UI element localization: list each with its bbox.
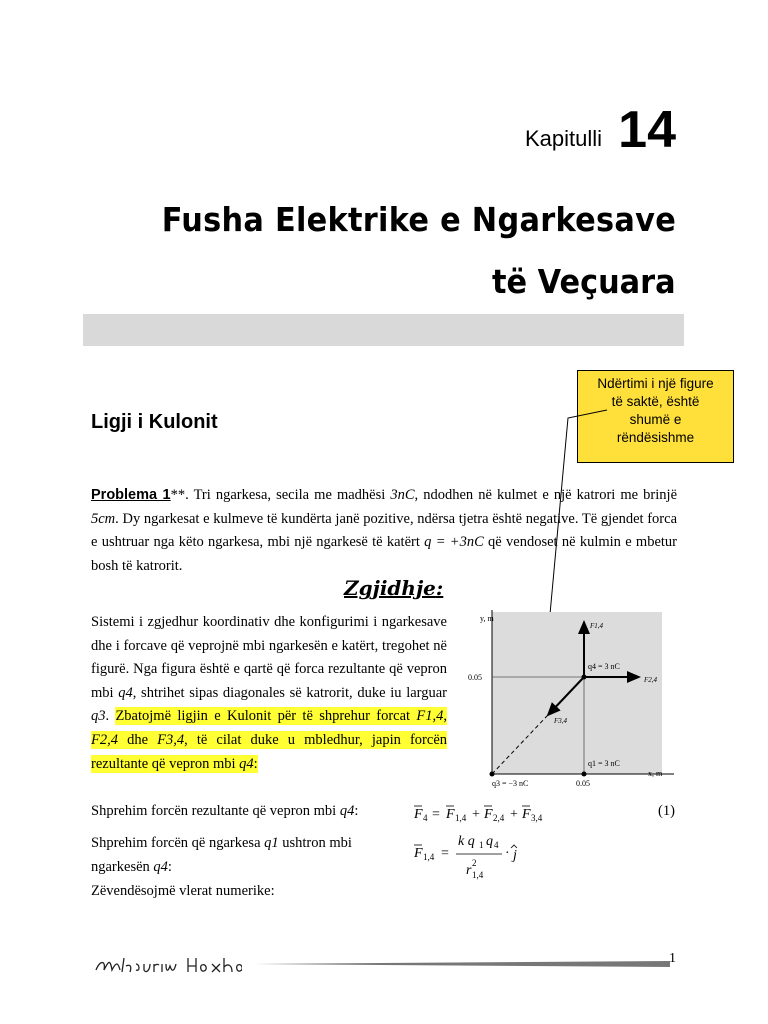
- math-q1: q1: [264, 835, 279, 851]
- math-f34: F3,4: [157, 731, 185, 748]
- svg-text:2: 2: [472, 858, 477, 868]
- svg-text:F: F: [522, 807, 531, 822]
- desc-highlight: , të cilat duke u mbledhur, japin forcën rezultante që vepron mbi: [91, 731, 447, 772]
- title-line-2: të Veçuara: [492, 262, 676, 301]
- problem-text: . Dy ngarkesat e kulmeve të kundërta janë pozitive, ndërsa tjetra është negative. Të gjendet forca e ushtruar nga këto ngarkesa, mbi një ngarkesë të katërt: [91, 510, 677, 551]
- desc-highlight: Zbatojmë ligjin e Kulonit për të shprehur forcat: [115, 708, 417, 725]
- callout-line: rëndësishme: [616, 430, 695, 445]
- equation-1: [410, 798, 570, 824]
- problem-stars: **: [170, 487, 186, 503]
- solution-colon: :: [435, 576, 444, 600]
- tick-y: 0.05: [468, 673, 482, 682]
- callout-line: Ndërtimi i një figure: [597, 376, 714, 391]
- svg-text:1,4: 1,4: [455, 813, 467, 823]
- charge-q1: [582, 772, 587, 777]
- tick-x: 0.05: [576, 779, 590, 788]
- solution-description: [91, 611, 447, 776]
- equation-2: [410, 826, 530, 884]
- q1-label: q1 = 3 nC: [588, 759, 620, 768]
- math-f24: F2,4: [91, 731, 118, 748]
- desc-text: , shtrihet sipas diagonales së katrorit, duke iu larguar: [132, 684, 447, 701]
- q4-label: q4 = 3 nC: [588, 662, 620, 671]
- f24-label: F2,4: [644, 676, 658, 684]
- svg-text:3,4: 3,4: [531, 813, 543, 823]
- svg-text:1: 1: [479, 840, 484, 850]
- f14-label: F1,4: [590, 622, 604, 630]
- svg-text:r: r: [466, 863, 472, 878]
- svg-text:F: F: [414, 807, 423, 822]
- svg-text:F: F: [484, 807, 493, 822]
- problem-text: që vendoset në kulmin e mbetur bosh të katrorit.: [91, 534, 677, 574]
- svg-text:=: =: [432, 807, 440, 822]
- desc-text: Sistemi i zgjedhur koordinativ dhe konfigurimi i ngarkesave dhe i forcave që veprojnë mbi ngarkesën e katërt, tregohet në figurë. Nga figura është e qartë që forca rezultante që vepron mbi: [91, 614, 447, 701]
- svg-text:1,4: 1,4: [472, 870, 484, 880]
- highlighted-text: [91, 707, 447, 772]
- desc-highlight: ,: [443, 708, 447, 725]
- desc-highlight: :: [253, 755, 258, 772]
- svg-text:j: j: [513, 848, 517, 863]
- x-axis-label: x, m: [648, 769, 663, 778]
- problem-statement: [91, 484, 677, 578]
- page-number: 1: [669, 951, 676, 966]
- expr-text: Shprehim forcën që ngarkesa: [91, 835, 265, 851]
- solution-heading: [344, 576, 443, 600]
- svg-text:q: q: [486, 834, 493, 849]
- section-heading: Ligji i Kulonit: [91, 411, 218, 433]
- figure-background: [492, 612, 662, 774]
- chapter-number: 14: [618, 101, 676, 159]
- expression-label: [91, 832, 381, 879]
- svg-text:k q: k q: [458, 834, 475, 849]
- svg-text:+: +: [472, 807, 480, 822]
- svg-text:·: ·: [505, 846, 510, 861]
- svg-text:4: 4: [423, 813, 428, 823]
- solution-heading-text: Zgjidhje: [344, 576, 436, 600]
- svg-text:1,4: 1,4: [423, 852, 435, 862]
- problem-text: . Tri ngarkesa, secila me madhësi: [185, 487, 391, 503]
- chapter-label: Kapitulli: [524, 126, 602, 151]
- title-line-1: Fusha Elektrike e Ngarkesave: [161, 200, 676, 239]
- problem-text: , ndodhen në kulmet e një katrori me brinjë: [414, 487, 678, 503]
- expr-text: ushtron mbi ngarkesën: [91, 835, 352, 875]
- math-q: q = +3nC: [424, 534, 484, 551]
- expr-text: Shprehim forcën rezultante që vepron mbi: [91, 803, 340, 819]
- desc-highlight: dhe: [117, 731, 158, 748]
- expression-label: Zëvendësojmë vlerat numerike:: [91, 883, 275, 899]
- equation-number: (1): [658, 803, 675, 819]
- math-q4: q4: [118, 684, 133, 701]
- force-diagram: [462, 600, 682, 795]
- q3-label: q3 = −3 nC: [492, 779, 529, 788]
- svg-text:F: F: [414, 846, 423, 861]
- expression-label: [91, 800, 358, 824]
- svg-text:F: F: [446, 807, 455, 822]
- svg-text:+: +: [510, 807, 518, 822]
- expr-text: :: [167, 858, 172, 875]
- svg-text:=: =: [441, 846, 449, 861]
- math-f14: F1,4: [416, 708, 444, 725]
- f34-label: F3,4: [554, 717, 568, 725]
- expr-text: :: [354, 803, 359, 819]
- math-3nc: 3nC: [390, 487, 415, 503]
- desc-text: .: [105, 708, 116, 725]
- math-q3: q3: [91, 708, 106, 725]
- svg-text:2,4: 2,4: [493, 813, 505, 823]
- callout-line: shumë e: [629, 412, 682, 427]
- math-q4: q4: [239, 755, 254, 772]
- y-axis-label: y, m: [480, 614, 494, 623]
- footer-line: [248, 961, 670, 967]
- math-5cm: 5cm: [91, 510, 116, 527]
- charge-q4: [582, 675, 587, 680]
- math-q4: q4: [153, 858, 168, 875]
- problem-label: Problema 1: [91, 487, 171, 503]
- math-q4: q4: [339, 803, 355, 819]
- charge-q3: [490, 772, 495, 777]
- signature: [92, 948, 242, 978]
- svg-text:4: 4: [494, 840, 499, 850]
- callout-line: të saktë, është: [611, 394, 700, 409]
